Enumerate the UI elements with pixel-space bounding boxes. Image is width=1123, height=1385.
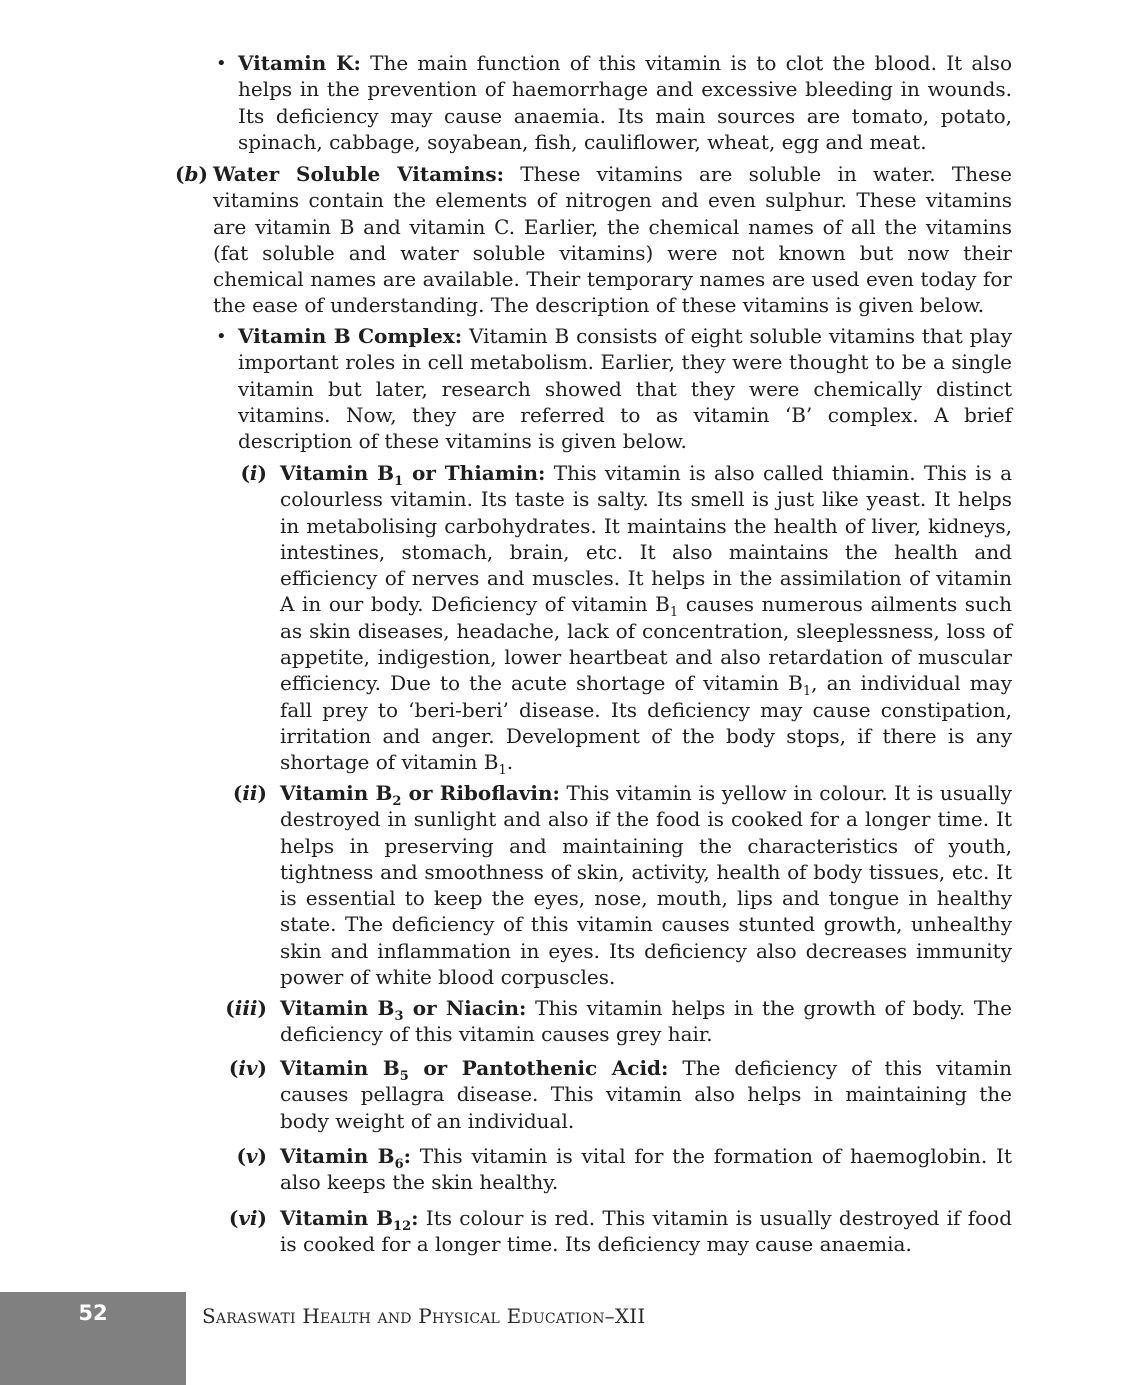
vitamin-b6-heading: Vitamin $B_6$: [280, 1144, 411, 1172]
vitamin-b6-paragraph [280, 1143, 1012, 1196]
vitamin-b2-heading: Vitamin $B_2$ or Riboflavin: [280, 781, 560, 809]
vitamin-k-paragraph [238, 50, 1012, 155]
b-complex-heading: Vitamin B Complex: [238, 324, 463, 348]
item-iv-marker: (iv) [228, 1056, 267, 1080]
vitamin-b1-paragraph: Vitamin $B_1$ or Thiamin: This vitamin is also called thiamin. This is a colourless vitamin. Its taste is salty. Its smell is just like yeast. It helps in metabolising carbohydrates. It maintains the health of liver, kidneys, intestines, stomach, brain, etc. It also maintains the health and efficiency of nerves and muscles. It helps in the assimilation of vitamin A in our body. Deficiency of vitamin $B_1$ causes numerous ailments such as skin diseases, headache, lack of concentration, sleeplessness, loss of appetite, indigestion, lower heartbeat and also retardation of muscular efficiency. Due to the acute shortage of vitamin $B_1$, an individual may fall prey to ‘beri-beri’ disease. Its deficiency may cause constipation, irritation and anger. Development of the body stops, if there is any shortage of vitamin $B_1$. [280, 461, 1012, 779]
vitamin-b1-heading: Vitamin $B_1$ or Thiamin: [280, 461, 546, 489]
item-v-marker: (v) [236, 1144, 267, 1168]
b-complex-paragraph [238, 323, 1012, 454]
water-soluble-body: These vitamins are soluble in water. These vitamins contain the elements of nitrogen and even sulphur. These vitamins are vitamin B and vitamin C. Earlier, the chemical names of all the vitamins (fat soluble and water soluble vitamins) were not known but now their chemical names are available. Their temporary names are used even today for the ease of understanding. The description of these vitamins is given below. [213, 162, 1013, 318]
vitamin-b2-body: This vitamin is yellow in colour. It is usually destroyed in sunlight and also if the food is cooked for a longer time. It helps in preserving and maintaining the characteristics of youth, tightness and smoothness of skin, activity, health of body tissues, etc. It is essential to keep the eyes, nose, mouth, lips and tongue in healthy state. The deficiency of this vitamin causes stunted growth, unhealthy skin and inflammation in eyes. Its deficiency also decreases immunity power of white blood corpuscles. [280, 781, 1012, 990]
running-footer-title: Saraswati Health and Physical Education–XII [202, 1304, 646, 1328]
bullet-marker: • [216, 326, 227, 347]
vitamin-b3-heading: Vitamin $B_3$ or Niacin: [280, 996, 527, 1024]
section-b-marker: (b) [175, 162, 208, 186]
water-soluble-paragraph [213, 161, 1012, 319]
vitamin-b5-body: The deficiency of this vitamin causes pellagra disease. This vitamin also helps in maintaining the body weight of an individual. [280, 1056, 1012, 1133]
water-soluble-heading: Water Soluble Vitamins: [213, 162, 505, 186]
item-ii-marker: (ii) [232, 781, 267, 805]
item-vi-marker: (vi) [228, 1206, 267, 1230]
bullet-marker: • [216, 53, 227, 74]
vitamin-b6-body: This vitamin is vital for the formation of haemoglobin. It also keeps the skin healthy. [280, 1144, 1012, 1195]
page-number: 52 [78, 1301, 108, 1325]
vitamin-b12-body: Its colour is red. This vitamin is usually destroyed if food is cooked for a longer time. Its deficiency may cause anaemia. [280, 1206, 1013, 1257]
item-iii-marker: (iii) [225, 996, 267, 1020]
vitamin-b12-heading: Vitamin $B_{12}$: [280, 1206, 419, 1234]
vitamin-b5-paragraph [280, 1055, 1012, 1134]
item-i-marker: (i) [240, 461, 267, 485]
b-complex-body: Vitamin B consists of eight soluble vitamins that play important roles in cell metabolism. Earlier, they were thought to be a single vitamin but later, research showed that they were chemically distinct vitamins. Now, they are referred to as vitamin ‘B’ complex. A brief description of these vitamins is given below. [238, 324, 1013, 454]
vitamin-b5-heading: Vitamin $B_5$ or Pantothenic Acid: [280, 1056, 669, 1084]
vitamin-b3-body: This vitamin helps in the growth of body. The deficiency of this vitamin causes grey hair. [280, 996, 1012, 1047]
vitamin-k-heading: Vitamin K: [238, 51, 361, 75]
vitamin-b2-paragraph [280, 780, 1012, 990]
vitamin-b3-paragraph [280, 995, 1012, 1048]
vitamin-b12-paragraph [280, 1205, 1012, 1258]
vitamin-k-body: The main function of this vitamin is to clot the blood. It also helps in the prevention of haemorrhage and excessive bleeding in wounds. Its deficiency may cause anaemia. Its main sources are tomato, potato, spinach, cabbage, soyabean, fish, cauliflower, wheat, egg and meat. [238, 51, 1012, 154]
